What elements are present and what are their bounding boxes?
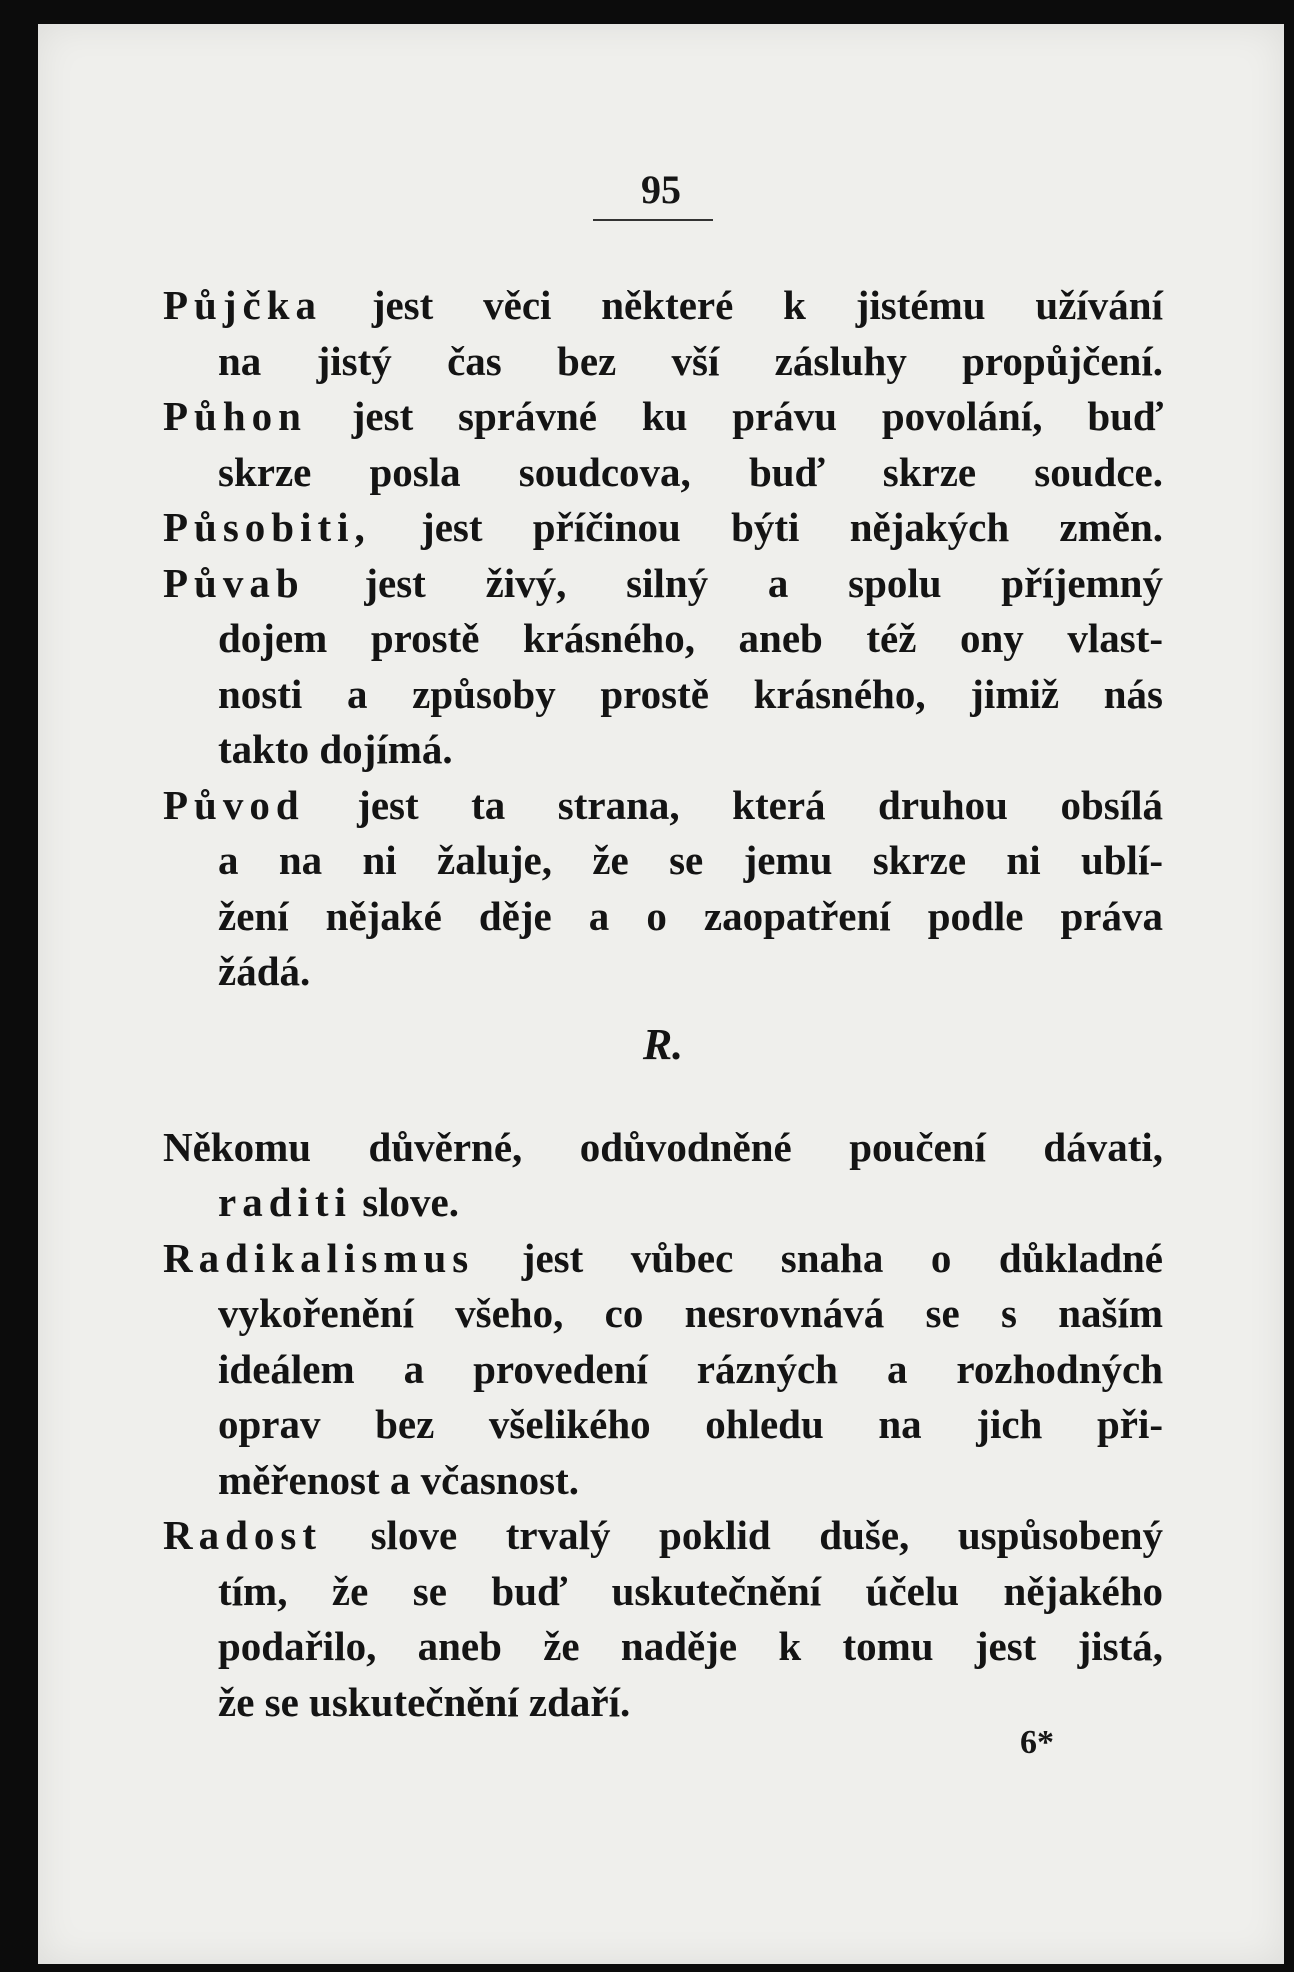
entry-first-line [163,1508,1163,1564]
entry-term: raditi [218,1179,352,1225]
page-number: 95 [641,167,681,212]
dictionary-text [163,278,1163,1730]
entry-term: Radikalismus [163,1234,475,1281]
entry-text: slove trvalý poklid duše, uspůsobený [322,1512,1163,1558]
entry-continuation-line: oprav bez všelikého ohledu na jich při- [218,1401,1163,1447]
entry-continuation-line: podařilo, aneb že naděje k tomu jest jistá, [218,1623,1163,1669]
entry-first-line [163,500,1163,556]
entry-first-line [163,1231,1163,1287]
entry-first-line [163,556,1163,612]
entry-term: Půhon [163,393,307,439]
entry-term: Půjčka [163,282,322,328]
entry-first-line [163,778,1163,834]
entry-continuation-line: vykořenění všeho, co nesrovnává se s naším [218,1290,1163,1336]
entry-first-line [163,389,1163,445]
entry-continuation-line: ideálem a provedení rázných a rozhodných [218,1345,1163,1392]
entry-text: jest živý, silný a spolu příjemný [304,559,1163,606]
entry-first-line [163,278,1163,334]
entry-continuation-line: na jistý čas bez vší zásluhy propůjčení. [218,337,1163,384]
entry-continuation-line: dojem prostě krásného, aneb též ony vlast- [218,615,1163,661]
entry-text: slove. [351,1179,459,1225]
entry-text: jest příčinou býti nějakých změn. [370,504,1163,550]
entry-continuation-line: tím, že se buď uskutečnění účelu nějakého [218,1567,1163,1614]
signature-mark: 6* [1020,1724,1054,1761]
entry-continuation-line: a na ni žaluje, že se jemu skrze ni ublí- [218,837,1163,883]
entry-first-line: Někomu důvěrné, odůvodněné poučení dávati, [163,1123,1163,1170]
entry-term: Půvab [163,559,305,606]
entry-text: jest věci některé k jistému užívání [322,282,1163,328]
entry-term: Radost [163,1512,323,1558]
entry-text: jest vůbec snaha o důkladné [474,1234,1163,1281]
book-page [38,24,1284,1964]
entry-term: Původ [163,781,305,828]
entry-term: Působiti, [163,504,371,550]
entry-text: jest správné ku právu povolání, buď [306,393,1163,439]
entry-last-line: takto dojímá. [218,726,453,772]
entry-text: jest ta strana, která druhou obsílá [304,781,1163,828]
entry-last-line: měřenost a včasnost. [218,1456,579,1503]
entry-continuation-line: skrze posla soudcova, buď skrze soudce. [218,448,1163,495]
entry-continuation-line: žení nějaké děje a o zaopatření podle práva [218,892,1163,939]
entry-last-line: žádá. [218,948,311,994]
header-rule [593,219,713,221]
section-heading: R. [642,1019,684,1069]
entry-first-line [218,1175,1163,1231]
entry-last-line: že se uskutečnění zdaří. [218,1678,631,1725]
entry-continuation-line: nosti a způsoby prostě krásného, jimiž nás [218,670,1163,717]
